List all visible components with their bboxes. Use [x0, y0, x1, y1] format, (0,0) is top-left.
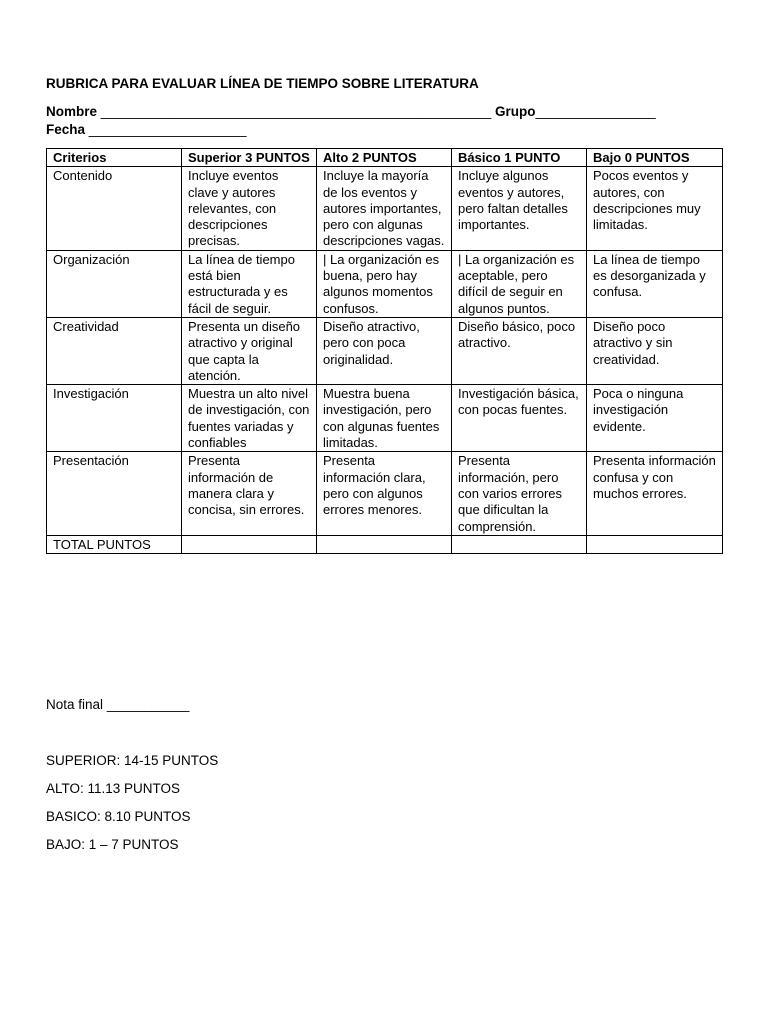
- table-row: [47, 452, 723, 535]
- table-row: [47, 385, 723, 452]
- total-cell-superior[interactable]: [182, 535, 317, 553]
- nota-final-blank[interactable]: ___________: [106, 697, 190, 712]
- table-cell: | La organización es buena, pero hay algunos momentos confusos.: [317, 250, 452, 317]
- table-cell: Muestra buena investigación, pero con algunas fuentes limitadas.: [317, 385, 452, 452]
- table-cell: Incluye eventos clave y autores relevantes, con descripciones precisas.: [182, 167, 317, 250]
- scale-alto: ALTO: 11.13 PUNTOS: [46, 781, 181, 796]
- fecha-label: Fecha: [46, 122, 86, 137]
- nombre-grupo-line: [46, 104, 656, 119]
- table-cell: Diseño poco atractivo y sin creatividad.: [587, 317, 723, 384]
- table-row: [47, 250, 723, 317]
- table-cell: Incluye algunos eventos y autores, pero faltan detalles importantes.: [452, 167, 587, 250]
- criterion-cell: Presentación: [47, 452, 182, 535]
- document-title: RUBRICA PARA EVALUAR LÍNEA DE TIEMPO SOBRE LITERATURA: [46, 76, 479, 91]
- table-cell: Diseño básico, poco atractivo.: [452, 317, 587, 384]
- header-alto: Alto 2 PUNTOS: [317, 149, 452, 167]
- nota-final-label: Nota final: [46, 697, 104, 712]
- header-superior: Superior 3 PUNTOS: [182, 149, 317, 167]
- grupo-label: Grupo: [494, 104, 536, 119]
- scale-superior: SUPERIOR: 14-15 PUNTOS: [46, 753, 219, 768]
- criterion-cell: Organización: [47, 250, 182, 317]
- criterion-cell: Contenido: [47, 167, 182, 250]
- header-bajo: Bajo 0 PUNTOS: [587, 149, 723, 167]
- header-criterios: Criterios: [47, 149, 182, 167]
- table-cell: La línea de tiempo está bien estructurada y es fácil de seguir.: [182, 250, 317, 317]
- nota-final-line: [46, 697, 189, 712]
- table-cell: Presenta información de manera clara y concisa, sin errores.: [182, 452, 317, 535]
- header-basico: Básico 1 PUNTO: [452, 149, 587, 167]
- table-cell: La línea de tiempo es desorganizada y confusa.: [587, 250, 723, 317]
- table-header-row: [47, 149, 723, 167]
- total-cell-bajo[interactable]: [587, 535, 723, 553]
- table-cell: Presenta información, pero con varios errores que dificultan la comprensión.: [452, 452, 587, 535]
- scale-bajo: BAJO: 1 – 7 PUNTOS: [46, 837, 179, 852]
- table-cell: Poca o ninguna investigación evidente.: [587, 385, 723, 452]
- table-row: [47, 167, 723, 250]
- table-cell: Pocos eventos y autores, con descripciones muy limitadas.: [587, 167, 723, 250]
- rubric-table: [46, 148, 723, 554]
- table-row: [47, 317, 723, 384]
- table-cell: Incluye la mayoría de los eventos y autores importantes, pero con algunas descripciones vagas.: [317, 167, 452, 250]
- table-cell: Diseño atractivo, pero con poca originalidad.: [317, 317, 452, 384]
- fecha-line: [46, 122, 246, 137]
- nombre-label: Nombre: [46, 104, 98, 119]
- table-cell: | La organización es aceptable, pero difícil de seguir en algunos puntos.: [452, 250, 587, 317]
- scale-basico: BASICO: 8.10 PUNTOS: [46, 809, 191, 824]
- table-cell: Presenta información confusa y con muchos errores.: [587, 452, 723, 535]
- fecha-blank[interactable]: _____________________: [88, 122, 247, 137]
- table-cell: Presenta un diseño atractivo y original que capta la atención.: [182, 317, 317, 384]
- total-label: TOTAL PUNTOS: [47, 535, 182, 553]
- grupo-blank[interactable]: ________________: [535, 104, 656, 119]
- total-row: [47, 535, 723, 553]
- criterion-cell: Investigación: [47, 385, 182, 452]
- table-cell: Muestra un alto nivel de investigación, con fuentes variadas y confiables: [182, 385, 317, 452]
- total-cell-basico[interactable]: [452, 535, 587, 553]
- criterion-cell: Creatividad: [47, 317, 182, 384]
- table-cell: Presenta información clara, pero con algunos errores menores.: [317, 452, 452, 535]
- total-cell-alto[interactable]: [317, 535, 452, 553]
- table-cell: Investigación básica, con pocas fuentes.: [452, 385, 587, 452]
- nombre-blank[interactable]: ____________________________________________________: [100, 104, 492, 119]
